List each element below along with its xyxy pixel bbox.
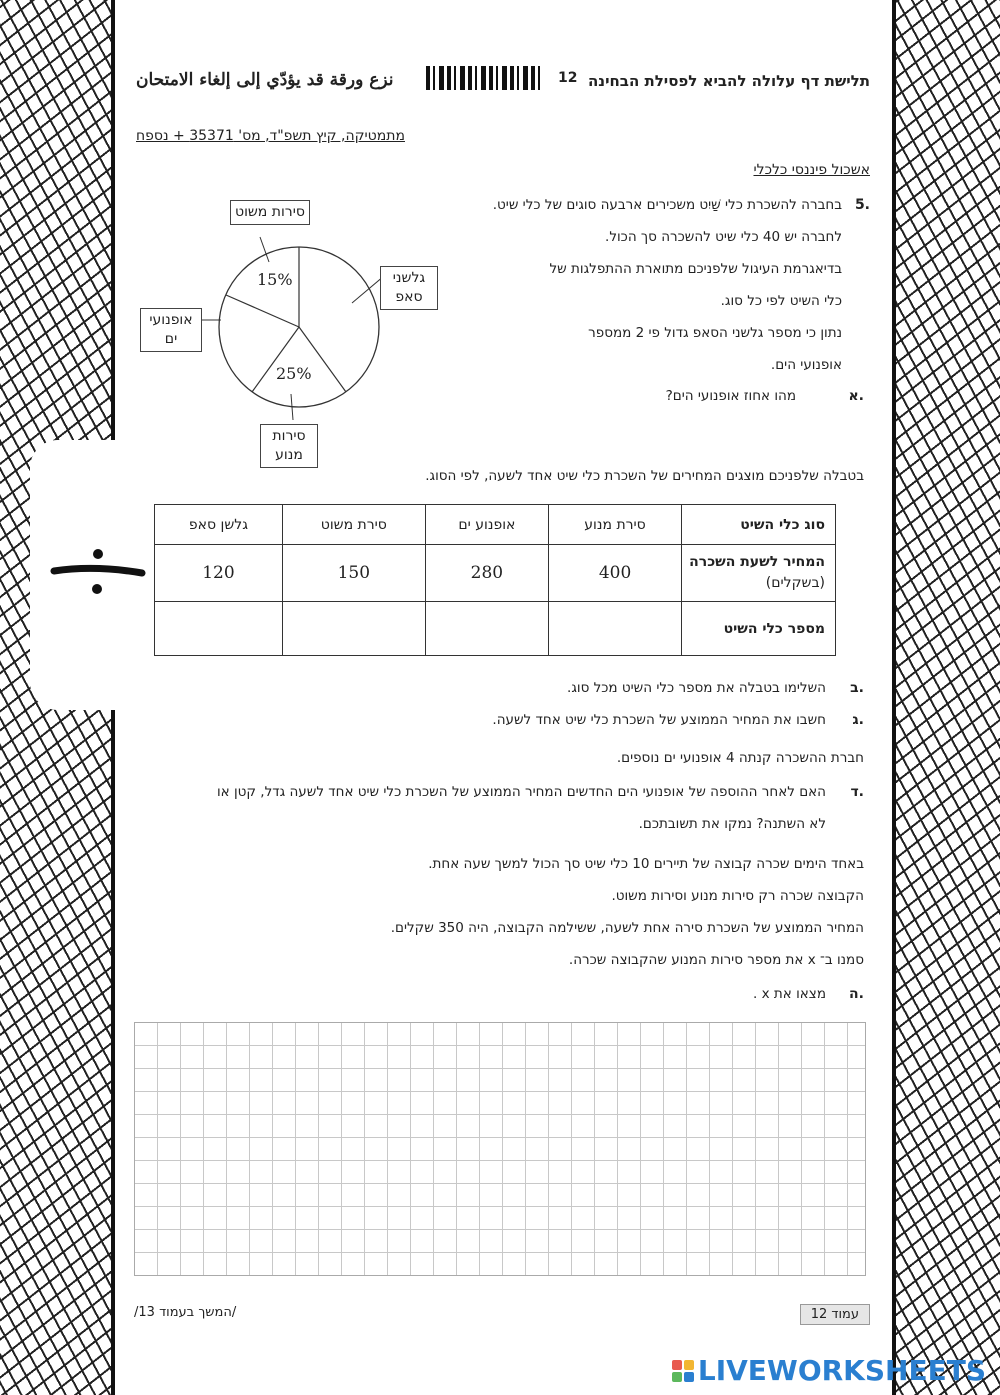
page-number-badge: עמוד 12 bbox=[800, 1304, 870, 1325]
exam-page bbox=[130, 0, 870, 1395]
part-e-text: מצאו את x . bbox=[753, 986, 826, 1002]
brand-square bbox=[684, 1372, 694, 1382]
price-cell: 120 bbox=[155, 545, 283, 602]
part-e-letter: ה. bbox=[849, 986, 864, 1002]
count-input-cell[interactable] bbox=[549, 602, 682, 656]
table-intro: בטבלה שלפניכם מוצגים המחירים של השכרת כלי שיט אחד לשעה, לפי הסוג. bbox=[425, 468, 864, 484]
answer-grid[interactable] bbox=[134, 1022, 866, 1276]
column-header: אופנוע ים bbox=[425, 505, 548, 545]
price-cell: 150 bbox=[282, 545, 425, 602]
label-motorboats: סירות מנוע bbox=[260, 424, 318, 468]
sheet-number: 12 bbox=[558, 70, 578, 86]
brand-square bbox=[684, 1360, 694, 1370]
barcode bbox=[426, 66, 542, 90]
label-rowboats: סירות משוט bbox=[230, 200, 310, 225]
count-input-cell[interactable] bbox=[425, 602, 548, 656]
count-row-label: מספר כלי השיט bbox=[682, 602, 836, 656]
intro-line: אופנועי הים. bbox=[770, 357, 842, 373]
label-sup-boards: גלשני סאפ bbox=[380, 266, 438, 310]
brand-square bbox=[672, 1372, 682, 1382]
column-header: גלשן סאפ bbox=[155, 505, 283, 545]
part-d-line1: האם לאחר ההוספה של אופנועי הים החדשים המחיר הממוצע של השכרת כלי שיט אחד לשעה גדל, קטן או bbox=[217, 784, 826, 800]
continued-note: /המשך בעמוד 13/ bbox=[134, 1305, 237, 1320]
column-header: סירת משוט bbox=[282, 505, 425, 545]
brand-square bbox=[672, 1360, 682, 1370]
section-title: אשכול פיננסי כלכלי bbox=[753, 162, 870, 178]
group-line: המחיר הממוצע של השכרת סירה אחת לשעה, ששילמה הקבוצה, היה 350 שקלים. bbox=[390, 920, 864, 936]
pct-rowboats: 15% bbox=[257, 270, 293, 289]
count-input-cell[interactable] bbox=[282, 602, 425, 656]
part-b-letter: ב. bbox=[850, 680, 864, 696]
tear-warning-arabic: نزع ورقة قد يؤدّي إلى إلغاء الامتحان bbox=[136, 70, 394, 90]
intro-line: לחברה יש 40 כלי שיט להשכרה סך הכול. bbox=[605, 229, 842, 245]
column-header: סירת מנוע bbox=[549, 505, 682, 545]
group-line: הקבוצה שכרה רק סירות מנוע וסירות משוט. bbox=[611, 888, 864, 904]
part-d-letter: ד. bbox=[850, 784, 864, 800]
count-input-cell[interactable] bbox=[155, 602, 283, 656]
part-a-letter: א. bbox=[848, 388, 864, 404]
intro-line: בדיאגרמת העיגול שלפניכם מתוארת ההתפלגות של bbox=[549, 261, 842, 277]
part-d-line2: לא השתנה? נמקו את תשובתכם. bbox=[638, 816, 826, 832]
part-a-text: מהו אחוז אופנועי הים? bbox=[665, 388, 796, 404]
pct-motorboats: 25% bbox=[276, 364, 312, 383]
price-cell: 280 bbox=[425, 545, 548, 602]
table-header-label: סוג כלי השיט bbox=[682, 505, 836, 545]
purchase-line: חברת ההשכרה קנתה 4 אופנועי ים נוספים. bbox=[616, 750, 864, 766]
right-decorative-border bbox=[892, 0, 1000, 1395]
intro-line: בחברה להשכרת כלי שַׁיִט משכירים ארבעה סוגים של כלי שיט. bbox=[492, 197, 842, 213]
pie-chart bbox=[130, 190, 460, 480]
part-b-text: השלימו בטבלה את מספר כלי השיט מכל סוג. bbox=[567, 680, 826, 696]
price-table bbox=[154, 504, 836, 656]
subject-line: מתמטיקה, קיץ תשפ"ד, מס' 35371 + נספח bbox=[136, 128, 405, 144]
price-unit: (בשקלים) bbox=[765, 575, 825, 591]
price-row-label bbox=[682, 545, 836, 602]
part-c-letter: ג. bbox=[852, 712, 864, 728]
price-label: המחיר לשעת השכרה bbox=[689, 554, 825, 570]
brand-icon bbox=[672, 1360, 694, 1382]
group-line: סמנו ב־ x את מספר סירות המנוע שהקבוצה שכרה. bbox=[568, 952, 864, 968]
liveworksheets-logo bbox=[672, 1354, 986, 1387]
group-line: באחד הימים שכרה קבוצה של תיירים 10 כלי שיט סך הכול למשך שעה אחת. bbox=[428, 856, 864, 872]
label-jet-skis: אופנועי ים bbox=[140, 308, 202, 352]
brand-name: LIVEWORKSHEETS bbox=[697, 1354, 986, 1387]
price-cell: 400 bbox=[549, 545, 682, 602]
intro-line: כלי השיט לפי כל סוג. bbox=[720, 293, 842, 309]
question-number: 5. bbox=[854, 197, 870, 213]
intro-line: נתון כי מספר גלשני הסאפ גדול פי 2 ממספר bbox=[588, 325, 842, 341]
tear-warning-hebrew: תלישת דף עלולה להביא לפסילת הבחינה bbox=[587, 72, 870, 90]
part-c-text: חשבו את המחיר הממוצע של השכרת כלי שיט אחד לשעה. bbox=[492, 712, 826, 728]
